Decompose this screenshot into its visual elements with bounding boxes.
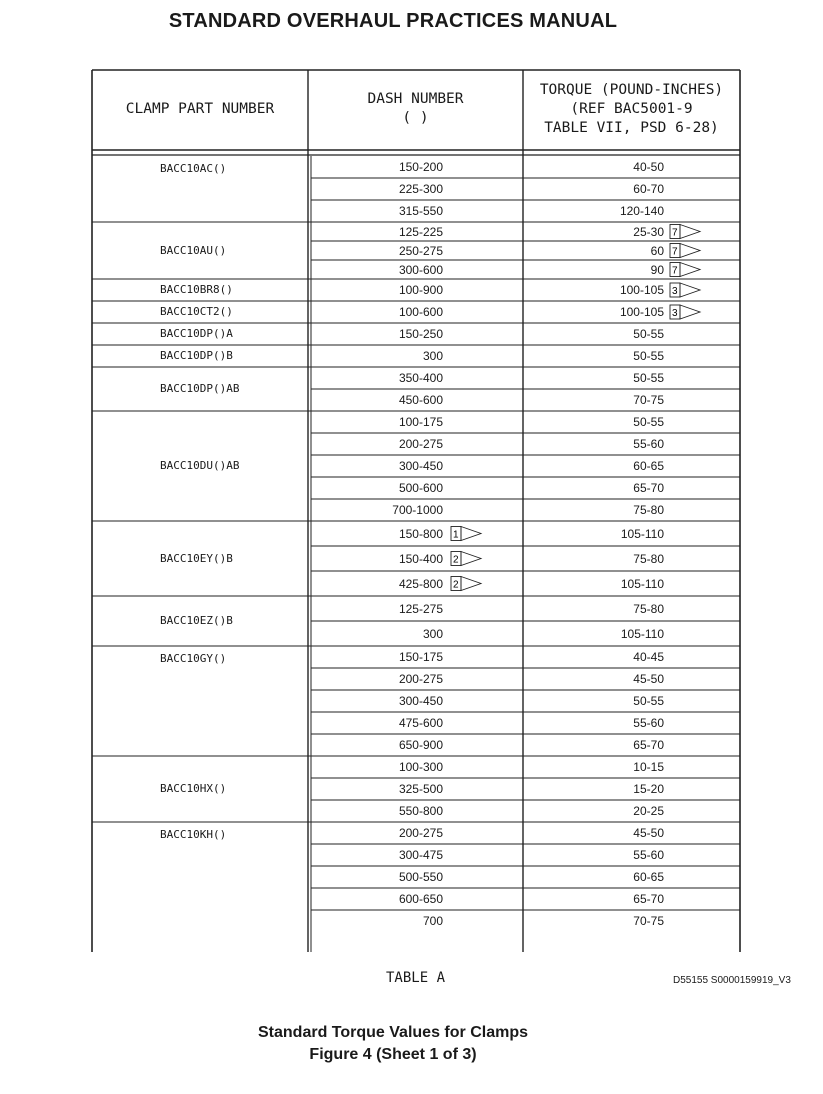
torque-cell: 40-45 (633, 650, 664, 664)
clamp-part-number: BACC10DP()B (160, 349, 233, 362)
torque-cell: 50-55 (633, 694, 664, 708)
torque-cell: 65-70 (633, 892, 664, 906)
dash-number-cell: 100-175 (398, 415, 443, 429)
header-torque: TORQUE (POUND-INCHES) (REF BAC5001-9 TABLE VII, PSD 6-28) (539, 82, 724, 136)
dash-number-cell: 150-250 (398, 327, 443, 341)
clamp-part-number: BACC10CT2() (160, 305, 233, 318)
dash-number-cell: 100-300 (398, 760, 443, 774)
dash-number-cell: 150-800 (398, 526, 443, 541)
figure-caption-title: Standard Torque Values for Clamps (258, 1024, 528, 1041)
torque-cell: 105-110 (620, 626, 664, 641)
torque-cell: 60-70 (633, 182, 664, 196)
svg-text:1: 1 (453, 529, 459, 541)
dash-number-cell: 150-400 (398, 551, 443, 566)
torque-cell: 105-110 (620, 576, 664, 591)
document-id: D55155 S0000159919_V3 (673, 975, 791, 986)
dash-number-cell: 225-300 (398, 182, 443, 196)
dash-number-cell: 300-600 (398, 262, 443, 277)
dash-number-cell: 200-275 (398, 672, 443, 686)
torque-cell: 60-65 (633, 459, 664, 473)
header-clamp-part-number: CLAMP PART NUMBER (125, 101, 275, 117)
torque-cell: 40-50 (633, 160, 664, 174)
note-flag-icon (451, 552, 481, 566)
dash-number-cell: 150-175 (398, 650, 443, 664)
torque-cell: 45-50 (633, 826, 664, 840)
torque-cell: 105-110 (620, 526, 664, 541)
dash-number-cell: 700-1000 (392, 503, 443, 517)
dash-number-cell: 500-600 (398, 481, 443, 495)
header-dash-number: DASH NUMBER ( ) (367, 91, 464, 126)
torque-cell: 90 (650, 262, 664, 277)
torque-cell: 75-80 (633, 551, 664, 566)
torque-cell: 25-30 (633, 224, 664, 239)
torque-cell: 70-75 (633, 914, 664, 928)
svg-text:2: 2 (453, 554, 459, 566)
torque-cell: 15-20 (633, 782, 664, 796)
torque-cell: 50-55 (633, 415, 664, 429)
torque-cell: 55-60 (633, 716, 664, 730)
torque-cell: 20-25 (633, 804, 664, 818)
dash-number-cell: 300-450 (398, 459, 443, 473)
clamp-part-number: BACC10DU()AB (160, 459, 240, 472)
dash-number-cell: 250-275 (398, 243, 443, 258)
clamp-part-number: BACC10BR8() (160, 283, 233, 296)
svg-text:3: 3 (672, 308, 678, 319)
dash-number-cell: 100-600 (398, 305, 443, 319)
clamp-part-number: BACC10GY() (160, 652, 227, 665)
clamp-part-number: BACC10DP()A (160, 327, 233, 340)
figure-caption-sheet: Figure 4 (Sheet 1 of 3) (309, 1046, 477, 1063)
clamp-part-number: BACC10AC() (160, 162, 227, 175)
dash-number-cell: 100-900 (398, 283, 443, 297)
torque-cell: 70-75 (633, 393, 664, 407)
dash-number-cell: 475-600 (398, 716, 443, 730)
torque-cell: 60 (650, 243, 664, 258)
page-title: STANDARD OVERHAUL PRACTICES MANUAL (168, 10, 618, 32)
note-flag-icon (670, 225, 700, 239)
torque-cell: 75-80 (633, 601, 664, 616)
torque-cell: 10-15 (633, 760, 664, 774)
dash-number-cell: 500-550 (398, 870, 443, 884)
torque-cell: 100-105 (619, 283, 664, 297)
clamp-part-number: BACC10KH() (160, 828, 227, 841)
note-flag-icon (451, 527, 481, 541)
dash-number-cell: 200-275 (398, 437, 443, 451)
clamp-part-number: BACC10EY()B (160, 551, 233, 565)
svg-text:7: 7 (672, 246, 678, 258)
dash-number-cell: 300-450 (398, 694, 443, 708)
note-flag-icon (451, 577, 481, 591)
dash-number-cell: 300 (422, 349, 443, 363)
dash-number-cell: 300 (422, 626, 443, 641)
torque-cell: 50-55 (633, 349, 664, 363)
dash-number-cell: 650-900 (398, 738, 443, 752)
dash-number-cell: 315-550 (398, 204, 443, 218)
torque-cell: 65-70 (633, 738, 664, 752)
dash-number-cell: 125-275 (398, 601, 443, 616)
torque-cell: 60-65 (633, 870, 664, 884)
table-label: TABLE A (386, 970, 446, 986)
torque-cell: 50-55 (633, 327, 664, 341)
svg-text:2: 2 (453, 579, 459, 591)
torque-cell: 100-105 (619, 305, 664, 319)
dash-number-cell: 600-650 (398, 892, 443, 906)
clamp-part-number: BACC10HX() (160, 782, 227, 795)
svg-text:3: 3 (672, 286, 678, 297)
torque-cell: 120-140 (619, 204, 664, 218)
torque-cell: 45-50 (633, 672, 664, 686)
clamp-part-number: BACC10EZ()B (160, 614, 233, 627)
torque-cell: 55-60 (633, 848, 664, 862)
dash-number-cell: 425-800 (398, 576, 443, 591)
dash-number-cell: 125-225 (398, 224, 443, 239)
dash-number-cell: 450-600 (398, 393, 443, 407)
note-flag-icon (670, 283, 700, 297)
torque-cell: 55-60 (633, 437, 664, 451)
dash-number-cell: 350-400 (398, 371, 443, 385)
dash-number-cell: 325-500 (398, 782, 443, 796)
dash-number-cell: 150-200 (398, 160, 443, 174)
note-flag-icon (670, 305, 700, 319)
svg-text:7: 7 (672, 227, 678, 239)
torque-cell: 65-70 (633, 481, 664, 495)
dash-number-cell: 300-475 (398, 848, 443, 862)
svg-text:7: 7 (672, 265, 678, 277)
note-flag-icon (670, 244, 700, 258)
dash-number-cell: 550-800 (398, 804, 443, 818)
torque-cell: 75-80 (633, 503, 664, 517)
clamp-part-number: BACC10DP()AB (160, 382, 240, 395)
torque-cell: 50-55 (633, 371, 664, 385)
dash-number-cell: 700 (422, 914, 443, 928)
clamp-part-number: BACC10AU() (160, 243, 227, 257)
dash-number-cell: 200-275 (398, 826, 443, 840)
note-flag-icon (670, 263, 700, 277)
